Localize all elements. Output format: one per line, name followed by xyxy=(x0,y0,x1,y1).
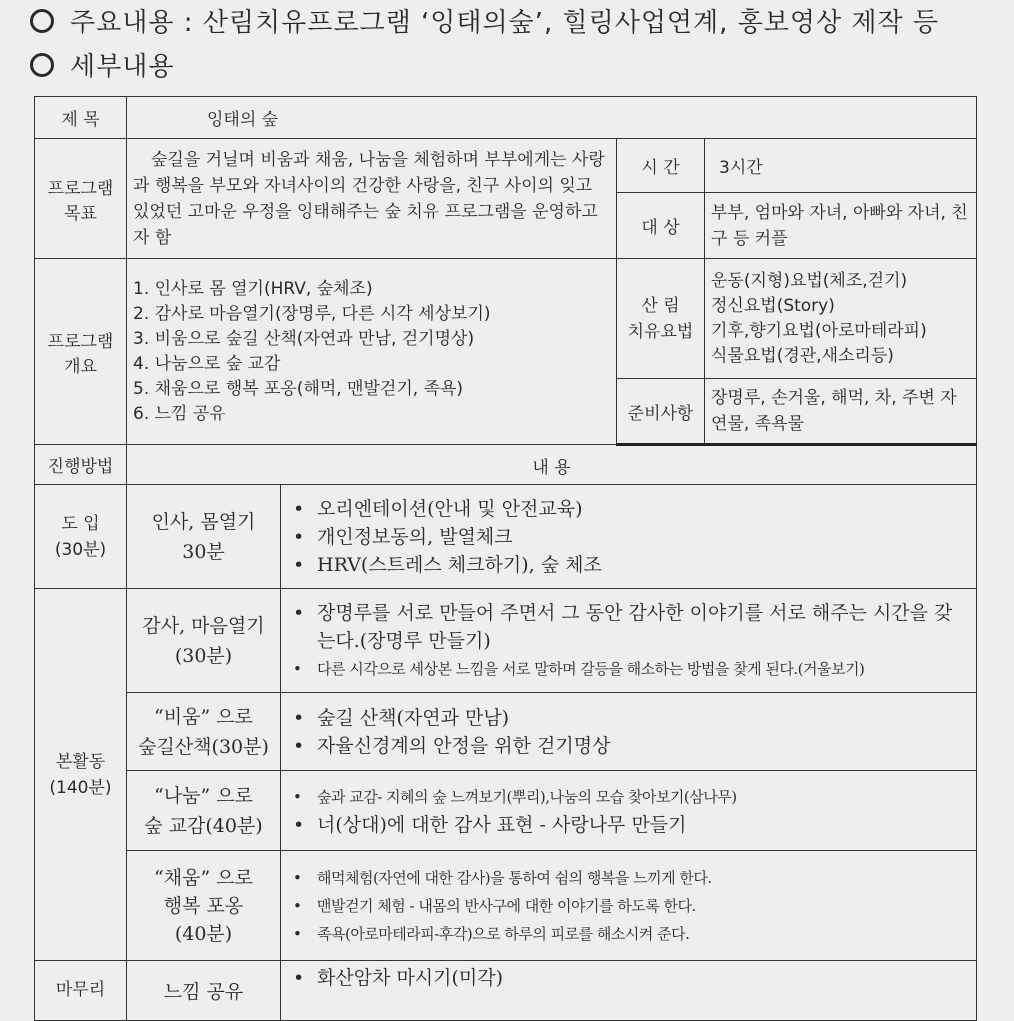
therapy-item: 운동(지형)요법(체조,걷기) xyxy=(711,270,908,291)
therapy-item: 기후,향기요법(아로마테라피) xyxy=(711,320,927,341)
overview-label: 프로그램 개요 xyxy=(35,259,127,445)
circle-bullet-icon xyxy=(30,9,54,33)
bullet-item: • 숲과 교감- 지혜의 숲 느껴보기(뿌리),나눔의 모습 찾아보기(삼나무) xyxy=(287,783,970,811)
prep-label: 준비사항 xyxy=(617,379,705,445)
main-row xyxy=(35,851,977,961)
program-table xyxy=(34,96,977,1021)
intro-label: 도 입 (30분) xyxy=(35,485,127,589)
circle-bullet-icon xyxy=(30,53,54,77)
bullet-item: • HRV(스트레스 체크하기), 숲 체조 xyxy=(287,551,970,579)
closing-sub: 느낌 공유 xyxy=(127,961,281,1021)
main-sub: “나눔” 으로 숲 교감(40분) xyxy=(127,771,281,851)
details-heading xyxy=(30,46,174,83)
main-bullets xyxy=(287,704,970,760)
main-label: 본활동 (140분) xyxy=(35,589,127,961)
bullet-item: • 장명루를 서로 만들어 주면서 그 동안 감사한 이야기를 서로 해주는 시간을 갖는다.(장명루 만들기) xyxy=(287,599,970,655)
main-items-heading xyxy=(30,2,939,39)
overview-item: 1. 인사로 몸 열기(HRV, 숲체조) xyxy=(133,278,373,299)
intro-row xyxy=(35,485,977,589)
main-bullets xyxy=(287,783,970,839)
main-content xyxy=(281,589,977,693)
main-row xyxy=(35,771,977,851)
therapy-cell xyxy=(705,259,977,379)
details-text: 세부내용 xyxy=(70,52,175,82)
overview-item: 2. 감사로 마음열기(장명루, 다른 시각 세상보기) xyxy=(133,303,491,324)
main-row xyxy=(35,589,977,693)
bullet-item: • 너(상대)에 대한 감사 표현 - 사랑나무 만들기 xyxy=(287,811,970,839)
main-bullets xyxy=(287,599,970,683)
overview-cell xyxy=(127,259,617,445)
main-row xyxy=(35,693,977,771)
main-sub: “채움” 으로 행복 포옹 (40분) xyxy=(127,851,281,961)
target-label: 대 상 xyxy=(617,193,705,259)
main-sub: 감사, 마음열기 (30분) xyxy=(127,589,281,693)
title-value: 잉태의 숲 xyxy=(127,97,977,139)
bullet-item: • 개인정보동의, 발열체크 xyxy=(287,523,970,551)
goal-label: 프로그램 목표 xyxy=(35,139,127,259)
main-content xyxy=(281,851,977,961)
main-content xyxy=(281,771,977,851)
bullet-item: • 다른 시각으로 세상본 느낌을 서로 말하며 갈등을 해소하는 방법을 찾게 된다.(거울보기) xyxy=(287,655,970,683)
overview-list xyxy=(133,277,610,427)
main-content xyxy=(281,693,977,771)
method-header: 진행방법 xyxy=(35,445,127,485)
content-header: 내 용 xyxy=(127,445,977,485)
goal-text: 숲길을 거닐며 비움과 채움, 나눔을 체험하며 부부에게는 사랑과 행복을 부모와 자녀사이의 건강한 사랑을, 친구 사이의 잊고 있었던 고마운 우정을 잉태해주는 숲 치유 프로그램을 운영하고자 함 xyxy=(127,139,617,259)
main-sub: “비움” 으로 숲길산책(30분) xyxy=(127,693,281,771)
title-label: 제 목 xyxy=(35,97,127,139)
bullet-item: • 해먹체험(자연에 대한 감사)을 통하여 쉼의 행복을 느끼게 한다. xyxy=(287,864,970,892)
prep-value: 장명루, 손거울, 해먹, 차, 주변 자연물, 족욕물 xyxy=(705,379,977,445)
bullet-item: • 오리엔테이션(안내 및 안전교육) xyxy=(287,495,970,523)
intro-bullets xyxy=(287,495,970,579)
main-bullets xyxy=(287,864,970,948)
closing-bullets xyxy=(287,964,970,992)
intro-sub: 인사, 몸열기 30분 xyxy=(127,485,281,589)
bullet-item: • 화산암차 마시기(미각) xyxy=(287,964,970,992)
target-value: 부부, 엄마와 자녀, 아빠와 자녀, 친구 등 커플 xyxy=(705,193,977,259)
closing-label: 마무리 xyxy=(35,961,127,1021)
title-row xyxy=(35,97,977,139)
overview-item: 5. 채움으로 행복 포옹(해먹, 맨발걷기, 족욕) xyxy=(133,378,464,399)
therapy-item: 식물요법(경관,새소리등) xyxy=(711,345,894,366)
bullet-item: • 자율신경계의 안정을 위한 걷기명상 xyxy=(287,732,970,760)
overview-row xyxy=(35,259,977,379)
main-items-text: 주요내용 : 산림치유프로그램 ‘잉태의숲’, 힐링사업연계, 홍보영상 제작 등 xyxy=(70,8,940,38)
bullet-item: • 족욕(아로마테라피-후각)으로 하루의 피로를 해소시켜 준다. xyxy=(287,920,970,948)
overview-item: 6. 느낌 공유 xyxy=(133,403,226,424)
goal-row xyxy=(35,139,977,193)
therapy-label: 산 림 치유요법 xyxy=(617,259,705,379)
bullet-item: • 맨발걷기 체험 - 내몸의 반사구에 대한 이야기를 하도록 한다. xyxy=(287,892,970,920)
bullet-item: • 숲길 산책(자연과 만남) xyxy=(287,704,970,732)
time-value: 3시간 xyxy=(705,139,977,193)
intro-content xyxy=(281,485,977,589)
overview-item: 3. 비움으로 숲길 산책(자연과 만남, 걷기명상) xyxy=(133,328,475,349)
method-header-row xyxy=(35,445,977,485)
closing-content xyxy=(281,961,977,1021)
time-label: 시 간 xyxy=(617,139,705,193)
closing-row xyxy=(35,961,977,1021)
overview-item: 4. 나눔으로 숲 교감 xyxy=(133,353,281,374)
therapy-item: 정신요법(Story) xyxy=(711,295,835,316)
